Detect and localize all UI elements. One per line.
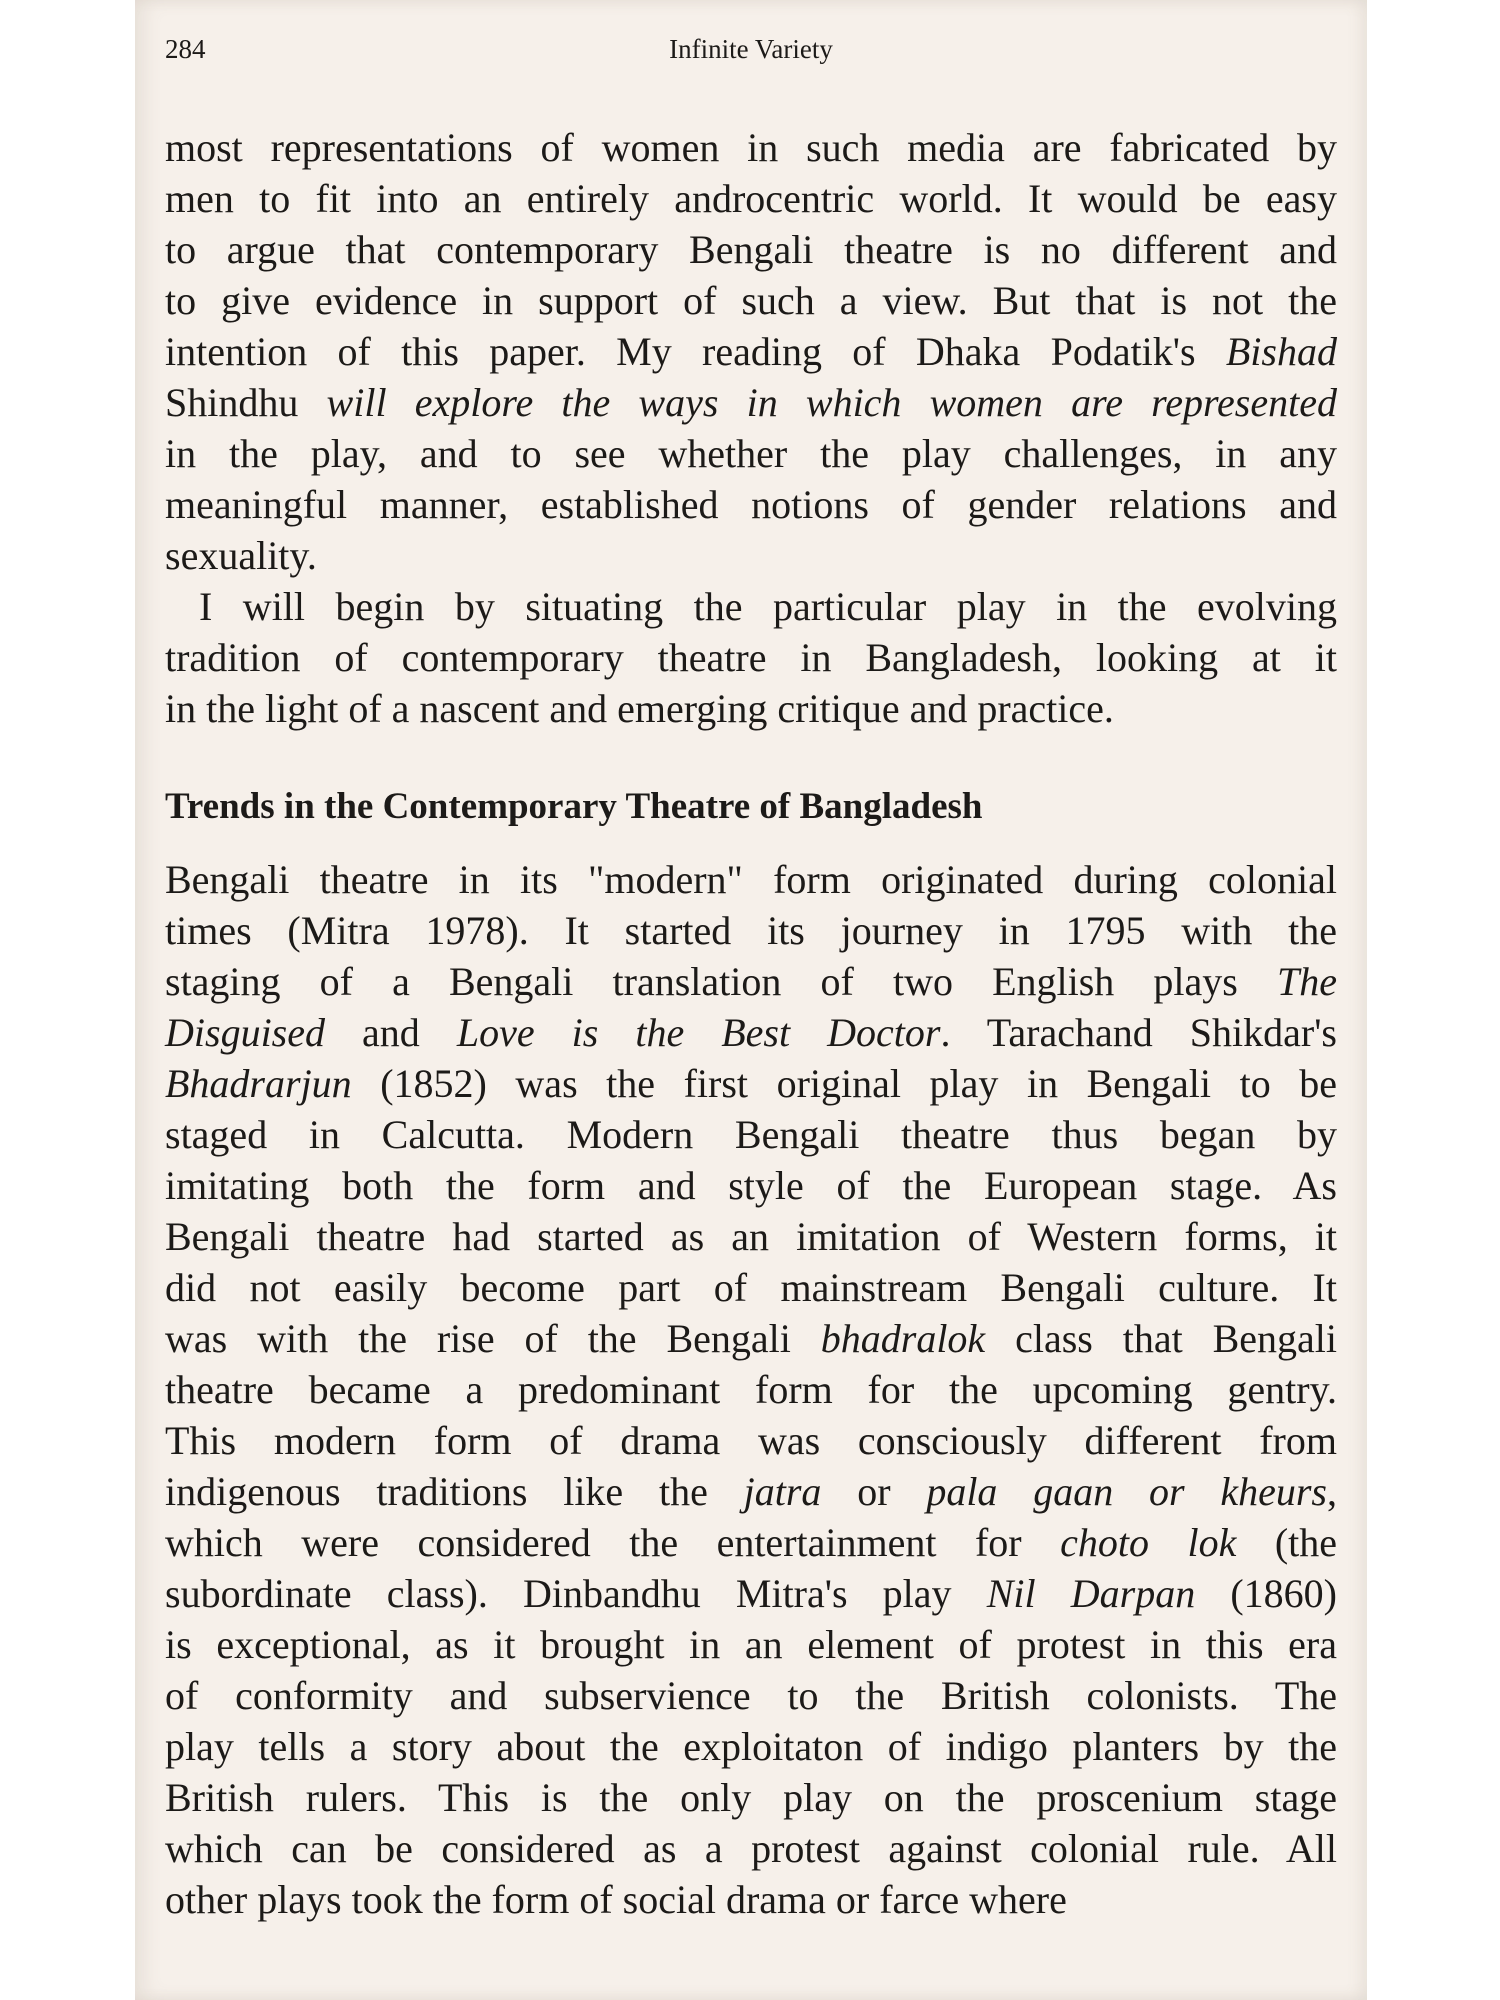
text-line [165, 1721, 1337, 1772]
italic-text: jatra [743, 1469, 822, 1514]
text-span: did not easily become part of mainstream Bengali culture. It [165, 1265, 1337, 1310]
text-span: meaningful manner, established notions of gender relations and [165, 482, 1337, 527]
italic-text: Disguised [165, 1010, 325, 1055]
text-span: men to fit into an entirely androcentric world. It would be easy [165, 176, 1337, 221]
text-span: (the [1236, 1520, 1338, 1565]
text-line [165, 1874, 1337, 1925]
paragraph-2 [165, 581, 1337, 734]
text-line [165, 1415, 1337, 1466]
text-span: imitating both the form and style of the European stage. As [165, 1163, 1337, 1208]
text-span: sexuality. [165, 533, 317, 578]
italic-text: Bishad [1225, 329, 1337, 374]
text-span: intention of this paper. My reading of Dhaka Podatik's [165, 329, 1226, 374]
text-span: or [821, 1469, 927, 1514]
text-line [165, 632, 1337, 683]
text-span: Bengali theatre in its "modern" form originated during colonial [165, 857, 1337, 902]
text-line [165, 1007, 1337, 1058]
text-span: which can be considered as a protest against colonial rule. All [165, 1826, 1337, 1871]
text-span: class that Bengali [985, 1316, 1337, 1361]
text-span: to give evidence in support of such a view. But that is not the [165, 278, 1337, 323]
text-line [165, 122, 1337, 173]
italic-text: Nil Darpan [986, 1571, 1196, 1616]
text-span: in the light of a nascent and emerging critique and practice. [165, 686, 1114, 731]
text-span: indigenous traditions like the [165, 1469, 744, 1514]
text-line [165, 224, 1337, 275]
italic-text: Love is the Best Doctor [456, 1010, 941, 1055]
text-line [165, 1772, 1337, 1823]
text-line [165, 683, 1337, 734]
text-span: This modern form of drama was consciously different from [165, 1418, 1337, 1463]
text-line [165, 1670, 1337, 1721]
italic-text: The [1277, 959, 1337, 1004]
text-line [165, 1364, 1337, 1415]
text-line [165, 956, 1337, 1007]
text-span: other plays took the form of social drama or farce where [165, 1877, 1067, 1922]
text-line [165, 854, 1337, 905]
text-span: to argue that contemporary Bengali theatre is no different and [165, 227, 1337, 272]
running-title: Infinite Variety [669, 34, 833, 64]
text-span: most representations of women in such media are fabricated by [165, 125, 1337, 170]
text-span: Bengali theatre had started as an imitation of Western forms, it [165, 1214, 1337, 1259]
text-span: in the play, and to see whether the play challenges, in any [165, 431, 1337, 476]
text-span: play tells a story about the exploitaton of indigo planters by the [165, 1724, 1337, 1769]
text-line [165, 530, 1337, 581]
text-line [165, 1313, 1337, 1364]
text-span: British rulers. This is the only play on the proscenium stage [165, 1775, 1337, 1820]
italic-text: bhadralok [820, 1316, 986, 1361]
text-line [165, 1619, 1337, 1670]
section-gap [165, 734, 1337, 781]
text-span: times (Mitra 1978). It started its journey in 1795 with the [165, 908, 1337, 953]
text-span: , [1326, 1469, 1337, 1514]
text-span: which were considered the entertainment for [165, 1520, 1061, 1565]
text-line [165, 1109, 1337, 1160]
page-number: 284 [165, 34, 206, 64]
text-line [165, 479, 1337, 530]
italic-text: will explore the ways in which women are represented [298, 380, 1337, 425]
text-line [165, 1058, 1337, 1109]
text-span: staged in Calcutta. Modern Bengali theatre thus began by [165, 1112, 1337, 1157]
text-span: I will begin by situating the particular play in the evolving [199, 584, 1337, 629]
text-line [165, 275, 1337, 326]
text-span: (1852) was the first original play in Bengali to be [351, 1061, 1337, 1106]
italic-text: Bhadrarjun [165, 1061, 352, 1106]
text-line [165, 1823, 1337, 1874]
text-line [165, 905, 1337, 956]
paragraph-1 [165, 122, 1337, 581]
italic-text: choto lok [1060, 1520, 1237, 1565]
body-text [165, 122, 1337, 1925]
text-line [165, 1466, 1337, 1517]
text-line [165, 326, 1337, 377]
text-span: is exceptional, as it brought in an element of protest in this era [165, 1622, 1337, 1667]
text-span: and [325, 1010, 457, 1055]
section-heading: Trends in the Contemporary Theatre of Bangladesh [165, 786, 983, 827]
text-span: tradition of contemporary theatre in Bangladesh, looking at it [165, 635, 1337, 680]
running-head [165, 34, 1337, 74]
text-line [165, 1568, 1337, 1619]
text-span: . Tarachand Shikdar's [940, 1010, 1337, 1055]
book-page [135, 0, 1367, 2000]
text-span: was with the rise of the Bengali [165, 1316, 821, 1361]
text-span: theatre became a predominant form for the upcoming gentry. [165, 1367, 1337, 1412]
text-span: of conformity and subservience to the British colonists. The [165, 1673, 1337, 1718]
text-line [165, 1160, 1337, 1211]
text-line [165, 377, 1337, 428]
text-line [165, 1211, 1337, 1262]
paragraph-3 [165, 854, 1337, 1925]
text-line [165, 1262, 1337, 1313]
italic-text: pala gaan or kheurs [926, 1469, 1327, 1514]
text-line [165, 1517, 1337, 1568]
text-line [165, 428, 1337, 479]
text-span: Shindhu [165, 380, 299, 425]
text-line [165, 173, 1337, 224]
text-span: subordinate class). Dinbandhu Mitra's play [165, 1571, 987, 1616]
text-span: (1860) [1195, 1571, 1338, 1616]
text-span: staging of a Bengali translation of two English plays [165, 959, 1277, 1004]
text-line [165, 581, 1337, 632]
